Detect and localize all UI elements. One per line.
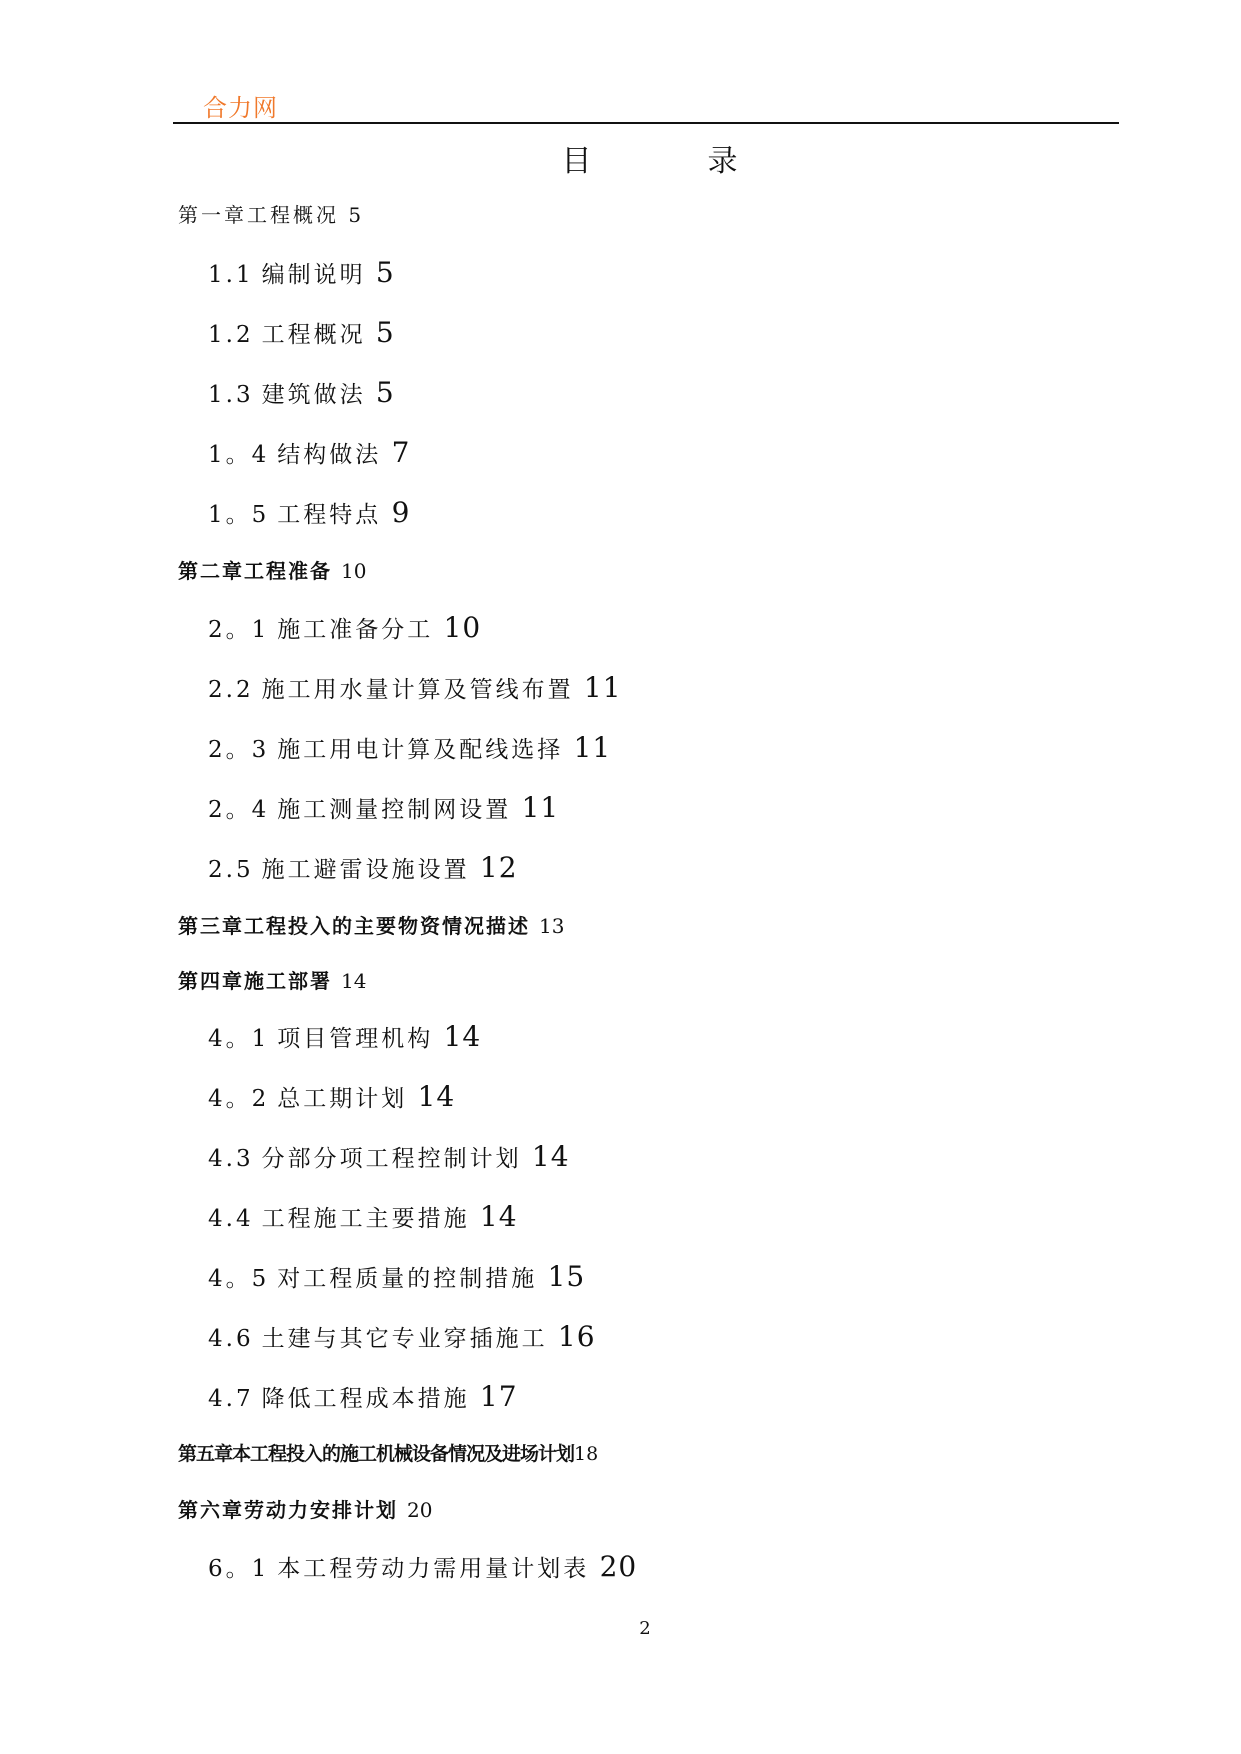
page-ref: 20 xyxy=(406,1498,433,1522)
toc-section[interactable] xyxy=(208,1140,570,1173)
section-number: 4.7 xyxy=(208,1386,254,1412)
section-number: 2.5 xyxy=(208,857,254,883)
toc-chapter[interactable] xyxy=(178,1439,598,1466)
section-title: 施工测量控制网设置 xyxy=(277,797,512,823)
toc-section[interactable] xyxy=(208,376,395,409)
page-number: 2 xyxy=(639,1618,651,1639)
toc-section[interactable] xyxy=(208,1550,637,1583)
header-rule xyxy=(173,122,1119,124)
section-title: 建筑做法 xyxy=(261,382,366,408)
page-ref: 11 xyxy=(583,671,622,704)
section-number: 1。5 xyxy=(208,502,270,528)
toc-title-char: 目 xyxy=(561,144,650,179)
section-number: 4。5 xyxy=(208,1266,270,1292)
toc-chapter[interactable] xyxy=(178,199,361,228)
toc-section[interactable] xyxy=(208,611,481,644)
toc-section[interactable] xyxy=(208,851,518,884)
section-number: 1。4 xyxy=(208,442,270,468)
toc-section[interactable] xyxy=(208,256,395,289)
section-title: 施工用电计算及配线选择 xyxy=(277,737,564,763)
page-ref: 14 xyxy=(443,1020,482,1053)
toc-section[interactable] xyxy=(208,496,410,529)
chapter-title: 第四章施工部署 xyxy=(178,969,332,993)
chapter-title: 第六章劳动力安排计划 xyxy=(178,1498,398,1522)
page-ref: 5 xyxy=(375,376,395,409)
section-number: 4。2 xyxy=(208,1086,270,1112)
page-ref: 5 xyxy=(375,256,395,289)
toc-section[interactable] xyxy=(208,316,395,349)
toc-section[interactable] xyxy=(208,1260,585,1293)
section-number: 1.2 xyxy=(208,322,254,348)
section-number: 1.1 xyxy=(208,262,254,288)
section-number: 6。1 xyxy=(208,1556,270,1582)
page-ref: 9 xyxy=(391,496,411,529)
section-title: 施工避雷设施设置 xyxy=(261,857,470,883)
page-ref: 14 xyxy=(340,969,367,993)
section-title: 项目管理机构 xyxy=(277,1026,434,1052)
toc-title xyxy=(0,136,1241,180)
page-ref: 10 xyxy=(443,611,482,644)
section-title: 编制说明 xyxy=(261,262,366,288)
section-title: 结构做法 xyxy=(277,442,382,468)
section-number: 4.6 xyxy=(208,1326,254,1352)
toc-chapter[interactable] xyxy=(178,1494,432,1523)
toc-chapter[interactable] xyxy=(178,555,366,584)
toc-title-char: 录 xyxy=(707,144,796,179)
toc-section[interactable] xyxy=(208,1020,481,1053)
page-ref: 16 xyxy=(557,1320,596,1353)
section-title: 土建与其它专业穿插施工 xyxy=(261,1326,548,1352)
page-ref: 5 xyxy=(375,316,395,349)
section-number: 2.2 xyxy=(208,677,254,703)
toc-chapter[interactable] xyxy=(178,910,564,939)
toc-section[interactable] xyxy=(208,731,611,764)
page-ref: 14 xyxy=(479,1200,518,1233)
header-brand: 合力网 xyxy=(203,94,278,122)
page-ref: 12 xyxy=(479,851,518,884)
toc-section[interactable] xyxy=(208,436,410,469)
section-title: 施工用水量计算及管线布置 xyxy=(261,677,574,703)
toc-section[interactable] xyxy=(208,1080,455,1113)
section-title: 工程概况 xyxy=(261,322,366,348)
chapter-title: 第三章工程投入的主要物资情况描述 xyxy=(178,914,530,938)
page-ref: 17 xyxy=(479,1380,518,1413)
section-title: 分部分项工程控制计划 xyxy=(261,1146,522,1172)
section-number: 4.4 xyxy=(208,1206,254,1232)
page-ref: 14 xyxy=(417,1080,456,1113)
section-title: 本工程劳动力需用量计划表 xyxy=(277,1556,590,1582)
toc-chapter[interactable] xyxy=(178,965,366,994)
section-number: 2。4 xyxy=(208,797,270,823)
page-ref: 15 xyxy=(547,1260,586,1293)
toc-section[interactable] xyxy=(208,671,622,704)
toc-section[interactable] xyxy=(208,791,559,824)
section-title: 降低工程成本措施 xyxy=(261,1386,470,1412)
section-title: 工程施工主要措施 xyxy=(261,1206,470,1232)
toc-section[interactable] xyxy=(208,1320,596,1353)
section-number: 2。1 xyxy=(208,617,270,643)
page-ref: 18 xyxy=(574,1443,599,1465)
page-ref: 5 xyxy=(348,203,362,227)
page-ref: 10 xyxy=(340,559,367,583)
section-title: 对工程质量的控制措施 xyxy=(277,1266,538,1292)
page-ref: 11 xyxy=(573,731,612,764)
section-title: 总工期计划 xyxy=(277,1086,408,1112)
page-ref: 7 xyxy=(391,436,411,469)
section-number: 4.3 xyxy=(208,1146,254,1172)
section-number: 2。3 xyxy=(208,737,270,763)
section-number: 4。1 xyxy=(208,1026,270,1052)
chapter-title: 第五章本工程投入的施工机械设备情况及进场计划 xyxy=(178,1443,575,1465)
toc-section[interactable] xyxy=(208,1200,518,1233)
toc-section[interactable] xyxy=(208,1380,518,1413)
chapter-title: 第二章工程准备 xyxy=(178,559,332,583)
section-title: 施工准备分工 xyxy=(277,617,434,643)
section-title: 工程特点 xyxy=(277,502,382,528)
page-ref: 13 xyxy=(538,914,565,938)
page-ref: 14 xyxy=(531,1140,570,1173)
section-number: 1.3 xyxy=(208,382,254,408)
chapter-title: 第一章工程概况 xyxy=(178,203,339,227)
page-ref: 11 xyxy=(521,791,560,824)
page-ref: 20 xyxy=(599,1550,638,1583)
